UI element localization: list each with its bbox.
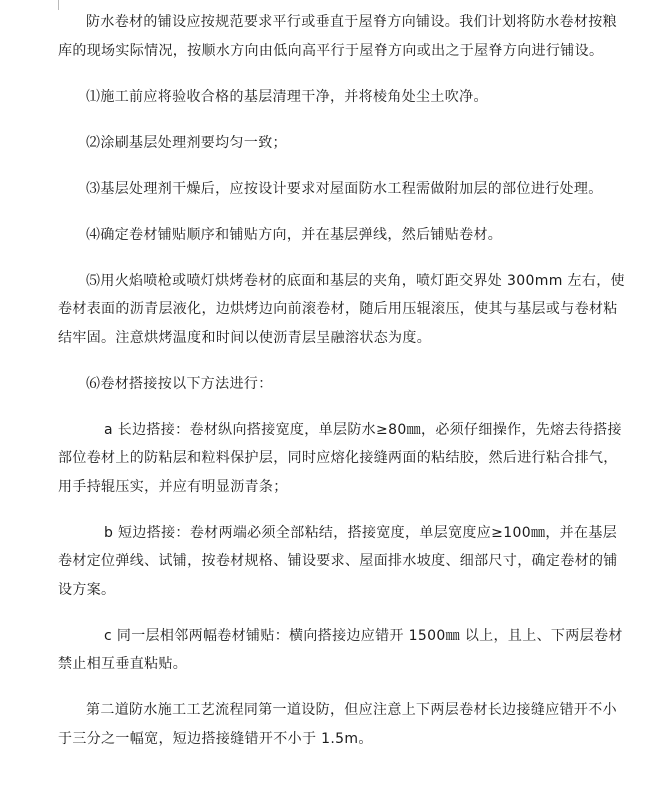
paragraph-item-c: c 同一层相邻两幅卷材铺贴：横向搭接边应错开 1500㎜ 以上，且上、下两层卷材禁止相互垂直粘贴。 xyxy=(58,627,623,672)
paragraph-step-4: ⑷确定卷材铺贴顺序和铺贴方向，并在基层弹线，然后铺贴卷材。 xyxy=(86,226,503,243)
paragraph-intro: 防水卷材的铺设应按规范要求平行或垂直于屋脊方向铺设。我们计划将防水卷材按粮库的现场实际情况，按顺水方向由低向高平行于屋脊方向或出之于屋脊方向进行铺设。 xyxy=(58,14,617,59)
paragraph-step-2: ⑵涂刷基层处理剂要均匀一致； xyxy=(86,134,287,151)
paragraph-step-6: ⑹卷材搭接按以下方法进行： xyxy=(86,375,273,392)
paragraph-second-layer: 第二道防水施工工艺流程同第一道设防，但应注意上下两层卷材长边接缝应错开不小于三分之一幅宽，短边搭接缝错开不小于 1.5m。 xyxy=(58,702,617,747)
paragraph-item-b: b 短边搭接：卷材两端必须全部粘结，搭接宽度，单层宽度应≥100㎜，并在基层卷材定位弹线、试铺，按卷材规格、铺设要求、屋面排水坡度、细部尺寸，确定卷材的铺设方案。 xyxy=(58,524,618,598)
paragraph-step-3: ⑶基层处理剂干燥后，应按设计要求对屋面防水工程需做附加层的部位进行处理。 xyxy=(86,180,603,197)
paragraph-item-a: a 长边搭接：卷材纵向搭接宽度，单层防水≥80㎜，必须仔细操作，先熔去待搭接部位卷材上的防粘层和粒料保护层，同时应熔化接缝两面的粘结胶，然后进行粘合排气，用手持辊压实，并应有明显沥青条； xyxy=(58,421,622,495)
document-body xyxy=(58,8,626,771)
paragraph-step-5: ⑸用火焰喷枪或喷灯烘烤卷材的底面和基层的夹角，喷灯距交界处 300mm 左右，使卷材表面的沥青层液化，边烘烤边向前滚卷材，随后用压辊滚压，使其与基层或与卷材粘结牢固。注意烘烤温度和时间以使沥青层呈融溶状态为度。 xyxy=(58,272,625,346)
paragraph-step-1: ⑴施工前应将验收合格的基层清理干净，并将棱角处尘土吹净。 xyxy=(86,88,488,105)
